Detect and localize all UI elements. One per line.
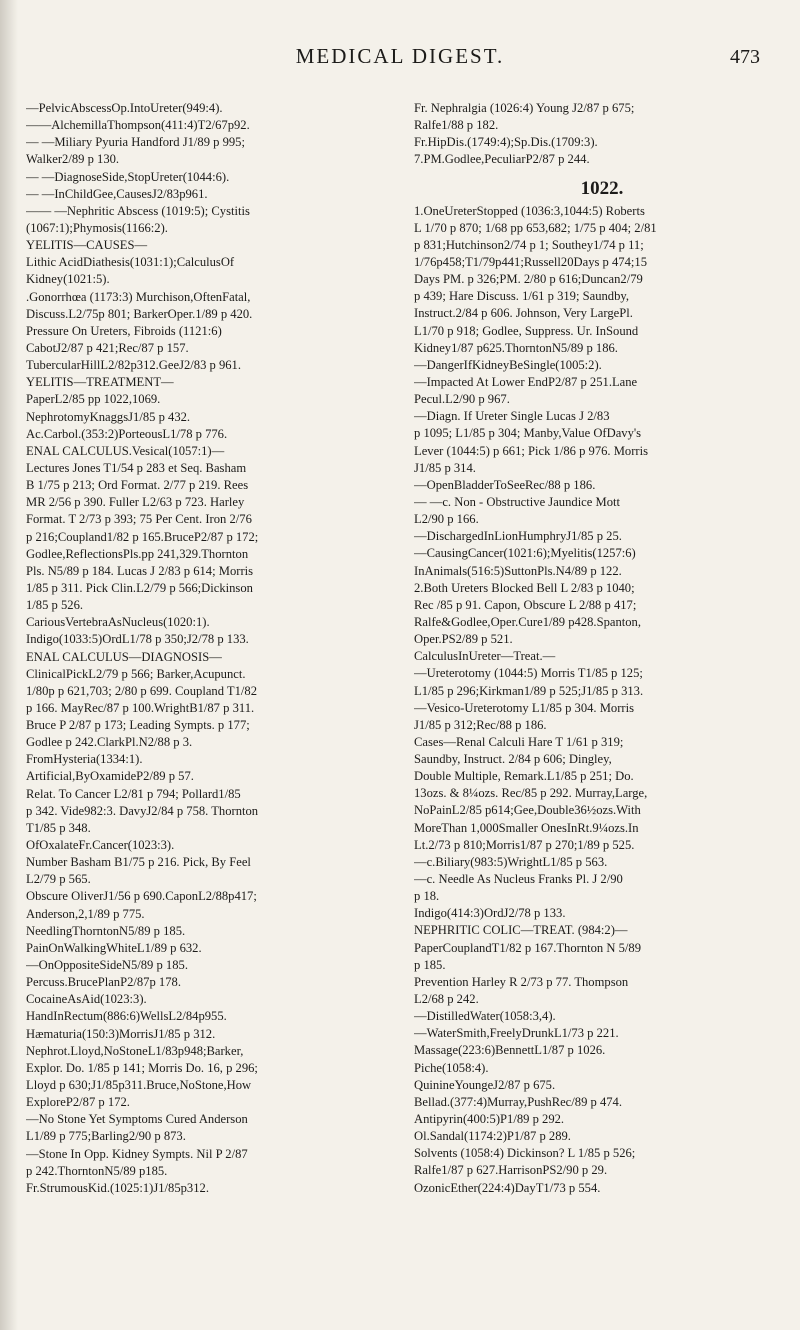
index-line: Explor. Do. 1/85 p 141; Morris Do. 16, p 296; xyxy=(26,1060,258,1075)
index-line: Ralfe1/87 p 627.HarrisonPS2/90 p 29. xyxy=(414,1163,608,1178)
index-line: 1/85 p 526. xyxy=(26,598,84,613)
index-line: Ralfe&Godlee,Oper.Cure1/89 p428.Spanton, xyxy=(414,614,641,629)
index-line: CalculusInUreter—Treat.— xyxy=(414,649,556,664)
index-line: PainOnWalkingWhiteL1/89 p 632. xyxy=(26,940,202,955)
index-line: —OpenBladderToSeeRec/88 p 186. xyxy=(414,477,596,492)
right-column xyxy=(414,100,790,1197)
index-line: PaperCouplandT1/82 p 167.Thornton N 5/89 xyxy=(414,940,642,955)
page-number: 473 xyxy=(730,46,760,68)
index-line: Godlee p 242.ClarkPl.N2/88 p 3. xyxy=(26,735,193,750)
index-line: Discuss.L2/75p 801; BarkerOper.1/89 p 420. xyxy=(26,306,253,321)
index-line: ENAL CALCULUS.Vesical(1057:1)— xyxy=(26,443,225,458)
index-line: —Vesico-Ureterotomy L1/85 p 304. Morris xyxy=(414,700,635,715)
index-line: L1/89 p 775;Barling2/90 p 873. xyxy=(26,1129,186,1144)
index-line: ExploreP2/87 p 172. xyxy=(26,1095,130,1110)
index-line: Lt.2/73 p 810;Morris1/87 p 270;1/89 p 525. xyxy=(414,837,635,852)
index-line: (1067:1);Phymosis(1166:2). xyxy=(26,220,168,235)
index-line: p 831;Hutchinson2/74 p 1; Southey1/74 p 11; xyxy=(414,237,644,252)
index-line: Bruce P 2/87 p 173; Leading Sympts. p 177; xyxy=(26,718,250,733)
index-line: OfOxalateFr.Cancer(1023:3). xyxy=(26,838,175,853)
page-binding-shadow xyxy=(0,0,18,1330)
index-line: Pls. N5/89 p 184. Lucas J 2/83 p 614; Morris xyxy=(26,563,254,578)
index-line: p 185. xyxy=(414,957,446,972)
right-column-top xyxy=(414,100,790,169)
index-line: Number Basham B1/75 p 216. Pick, By Feel xyxy=(26,855,251,870)
index-line: — —c. Non - Obstructive Jaundice Mott xyxy=(414,494,621,509)
index-line: Percuss.BrucePlanP2/87p 178. xyxy=(26,975,181,990)
index-line: Ac.Carbol.(353:2)PorteousL1/78 p 776. xyxy=(26,426,228,441)
left-column xyxy=(26,100,400,1197)
index-line: — —Miliary Pyuria Handford J1/89 p 995; xyxy=(26,135,245,150)
index-line: p 166. MayRec/87 p 100.WrightB1/87 p 311. xyxy=(26,700,255,715)
index-line: Pressure On Ureters, Fibroids (1121:6) xyxy=(26,323,222,338)
index-line: Cases—Renal Calculi Hare T 1/61 p 319; xyxy=(414,734,624,749)
index-line: FromHysteria(1334:1). xyxy=(26,752,143,767)
index-line: Pecul.L2/90 p 967. xyxy=(414,392,510,407)
index-line: MR 2/56 p 390. Fuller L2/63 p 723. Harley xyxy=(26,495,245,510)
index-line: Lithic AcidDiathesis(1031:1);CalculusOf xyxy=(26,255,235,270)
running-title: MEDICAL DIGEST. xyxy=(295,44,505,68)
index-line: MoreThan 1,000Smaller OnesInRt.9¼ozs.In xyxy=(414,820,639,835)
index-line: CocaineAsAid(1023:3). xyxy=(26,992,147,1007)
index-line: Piche(1058:4). xyxy=(414,1060,489,1075)
index-line: .Gonorrhœa (1173:3) Murchison,OftenFatal, xyxy=(26,289,251,304)
index-line: Format. T 2/73 p 393; 75 Per Cent. Iron 2/76 xyxy=(26,512,252,527)
index-line: L 1/70 p 870; 1/68 pp 653,682; 1/75 p 404; 2/81 xyxy=(414,220,657,235)
index-line: 1.OneUreterStopped (1036:3,1044:5) Roberts xyxy=(414,203,645,218)
index-line: —WaterSmith,FreelyDrunkL1/73 p 221. xyxy=(414,1026,619,1041)
index-line: Artificial,ByOxamideP2/89 p 57. xyxy=(26,769,194,784)
index-line: Instruct.2/84 p 606. Johnson, Very LargePl. xyxy=(414,306,633,321)
index-line: Fr.StrumousKid.(1025:1)J1/85p312. xyxy=(26,1180,209,1195)
index-line: Double Multiple, Remark.L1/85 p 251; Do. xyxy=(414,769,634,784)
index-line: Massage(223:6)BennettL1/87 p 1026. xyxy=(414,1043,606,1058)
index-line: ENAL CALCULUS—DIAGNOSIS— xyxy=(26,649,222,664)
index-line: Ol.Sandal(1174:2)P1/87 p 289. xyxy=(414,1129,571,1144)
page-header xyxy=(0,44,800,72)
index-line: Kidney1/87 p625.ThorntonN5/89 p 186. xyxy=(414,340,618,355)
index-line: p 18. xyxy=(414,889,440,904)
index-line: p 242.ThorntonN5/89 p185. xyxy=(26,1163,168,1178)
index-line: —Impacted At Lower EndP2/87 p 251.Lane xyxy=(414,374,638,389)
index-line: —c. Needle As Nucleus Franks Pl. J 2/90 xyxy=(414,872,623,887)
index-line: 1/76p458;T1/79p441;Russell20Days p 474;15 xyxy=(414,254,647,269)
index-line: J1/85 p 314. xyxy=(414,460,476,475)
index-line: L2/90 p 166. xyxy=(414,512,479,527)
index-line: Indigo(1033:5)OrdL1/78 p 350;J2/78 p 133. xyxy=(26,632,249,647)
index-line: p 342. Vide982:3. DavyJ2/84 p 758. Thornton xyxy=(26,803,259,818)
index-line: PaperL2/85 pp 1022,1069. xyxy=(26,392,161,407)
index-line: Oper.PS2/89 p 521. xyxy=(414,632,513,647)
index-line: OzonicEther(224:4)DayT1/73 p 554. xyxy=(414,1180,601,1195)
index-line: L2/79 p 565. xyxy=(26,872,91,887)
index-line: Indigo(414:3)OrdJ2/78 p 133. xyxy=(414,906,566,921)
index-line: Relat. To Cancer L2/81 p 794; Pollard1/85 xyxy=(26,786,241,801)
index-line: —Ureterotomy (1044:5) Morris T1/85 p 125; xyxy=(414,666,643,681)
index-line: Lectures Jones T1/54 p 283 et Seq. Basham xyxy=(26,460,247,475)
index-line: —No Stone Yet Symptoms Cured Anderson xyxy=(26,1112,248,1127)
index-line: —OnOppositeSideN5/89 p 185. xyxy=(26,958,188,973)
index-line: —CausingCancer(1021:6);Myelitis(1257:6) xyxy=(414,546,636,561)
index-line: TubercularHillL2/82p312.GeeJ2/83 p 961. xyxy=(26,358,242,373)
index-line: —c.Biliary(983:5)WrightL1/85 p 563. xyxy=(414,854,608,869)
index-line: QuinineYoungeJ2/87 p 675. xyxy=(414,1077,556,1092)
index-line: —DistilledWater(1058:3,4). xyxy=(414,1009,556,1024)
index-line: Anderson,2,1/89 p 775. xyxy=(26,906,145,921)
index-line: 1/80p p 621,703; 2/80 p 699. Coupland T1/82 xyxy=(26,683,258,698)
index-line: Antipyrin(400:5)P1/89 p 292. xyxy=(414,1112,565,1127)
index-line: HandInRectum(886:6)WellsL2/84p955. xyxy=(26,1009,227,1024)
index-line: L2/68 p 242. xyxy=(414,992,479,1007)
index-line: 7.PM.Godlee,PeculiarP2/87 p 244. xyxy=(414,152,590,167)
index-line: p 1095; L1/85 p 304; Manby,Value OfDavy's xyxy=(414,426,642,441)
index-line: CabotJ2/87 p 421;Rec/87 p 157. xyxy=(26,340,189,355)
index-line: B 1/75 p 213; Ord Format. 2/77 p 219. Rees xyxy=(26,478,249,493)
index-line: T1/85 p 348. xyxy=(26,820,91,835)
index-line: Prevention Harley R 2/73 p 77. Thompson xyxy=(414,974,629,989)
index-line: —DangerIfKidneyBeSingle(1005:2). xyxy=(414,357,602,372)
index-line: Lloyd p 630;J1/85p311.Bruce,NoStone,How xyxy=(26,1078,252,1093)
index-line: Bellad.(377:4)Murray,PushRec/89 p 474. xyxy=(414,1094,622,1109)
index-line: 2.Both Ureters Blocked Bell L 2/83 p 1040; xyxy=(414,580,635,595)
index-line: Obscure OliverJ1/56 p 690.CaponL2/88p417; xyxy=(26,889,257,904)
index-line: ——AlchemillaThompson(411:4)T2/67p92. xyxy=(26,118,250,133)
index-line: 1/85 p 311. Pick Clin.L2/79 p 566;Dickinson xyxy=(26,580,253,595)
index-line: NoPainL2/85 p614;Gee,Double36½ozs.With xyxy=(414,803,641,818)
section-number: 1022. xyxy=(580,177,624,199)
index-line: Ralfe1/88 p 182. xyxy=(414,118,499,133)
index-line: ClinicalPickL2/79 p 566; Barker,Acupunct. xyxy=(26,666,246,681)
index-line: Lever (1044:5) p 661; Pick 1/86 p 976. Morris xyxy=(414,443,649,458)
index-line: NeedlingThorntonN5/89 p 185. xyxy=(26,923,186,938)
index-line: Hæmaturia(150:3)MorrisJ1/85 p 312. xyxy=(26,1026,216,1041)
index-line: —Stone In Opp. Kidney Sympts. Nil P 2/87 xyxy=(26,1146,248,1161)
index-line: p 216;Coupland1/82 p 165.BruceP2/87 p 172; xyxy=(26,529,259,544)
index-line: Kidney(1021:5). xyxy=(26,272,110,287)
index-line: NEPHRITIC COLIC—TREAT. (984:2)— xyxy=(414,923,628,938)
index-line: Saundby, Instruct. 2/84 p 606; Dingley, xyxy=(414,752,612,767)
index-line: Walker2/89 p 130. xyxy=(26,152,120,167)
index-line: —Diagn. If Ureter Single Lucas J 2/83 xyxy=(414,409,610,424)
index-line: p 439; Hare Discuss. 1/61 p 319; Saundby, xyxy=(414,289,630,304)
index-line: Rec /85 p 91. Capon, Obscure L 2/88 p 417; xyxy=(414,597,637,612)
index-line: YELITIS—CAUSES— xyxy=(26,238,148,253)
index-line: YELITIS—TREATMENT— xyxy=(26,375,174,390)
index-line: J1/85 p 312;Rec/88 p 186. xyxy=(414,717,547,732)
index-line: — —DiagnoseSide,StopUreter(1044:6). xyxy=(26,169,230,184)
index-line: Godlee,ReflectionsPls.pp 241,329.Thornton xyxy=(26,546,249,561)
index-line: —PelvicAbscessOp.IntoUreter(949:4). xyxy=(26,101,223,115)
index-line: — —InChildGee,CausesJ2/83p961. xyxy=(26,186,208,201)
index-line: —DischargedInLionHumphryJ1/85 p 25. xyxy=(414,529,622,544)
right-column-bottom xyxy=(414,203,790,1197)
index-line: CariousVertebraAsNucleus(1020:1). xyxy=(26,615,210,630)
index-line: 13ozs. & 8¼ozs. Rec/85 p 292. Murray,Large, xyxy=(414,786,648,801)
index-line: Nephrot.Lloyd,NoStoneL1/83p948;Barker, xyxy=(26,1043,244,1058)
index-line: Days PM. p 326;PM. 2/80 p 616;Duncan2/79 xyxy=(414,272,643,287)
index-line: L1/85 p 296;Kirkman1/89 p 525;J1/85 p 313. xyxy=(414,683,644,698)
index-line: Fr.HipDis.(1749:4);Sp.Dis.(1709:3). xyxy=(414,135,598,150)
index-line: Fr. Nephralgia (1026:4) Young J2/87 p 675; xyxy=(414,101,635,115)
index-line: NephrotomyKnaggsJ1/85 p 432. xyxy=(26,409,191,424)
index-line: L1/70 p 918; Godlee, Suppress. Ur. InSound xyxy=(414,323,639,338)
index-line: Solvents (1058:4) Dickinson? L 1/85 p 526; xyxy=(414,1146,636,1161)
index-line: —— —Nephritic Abscess (1019:5); Cystitis xyxy=(26,203,250,218)
index-line: InAnimals(516:5)SuttonPls.N4/89 p 122. xyxy=(414,563,622,578)
